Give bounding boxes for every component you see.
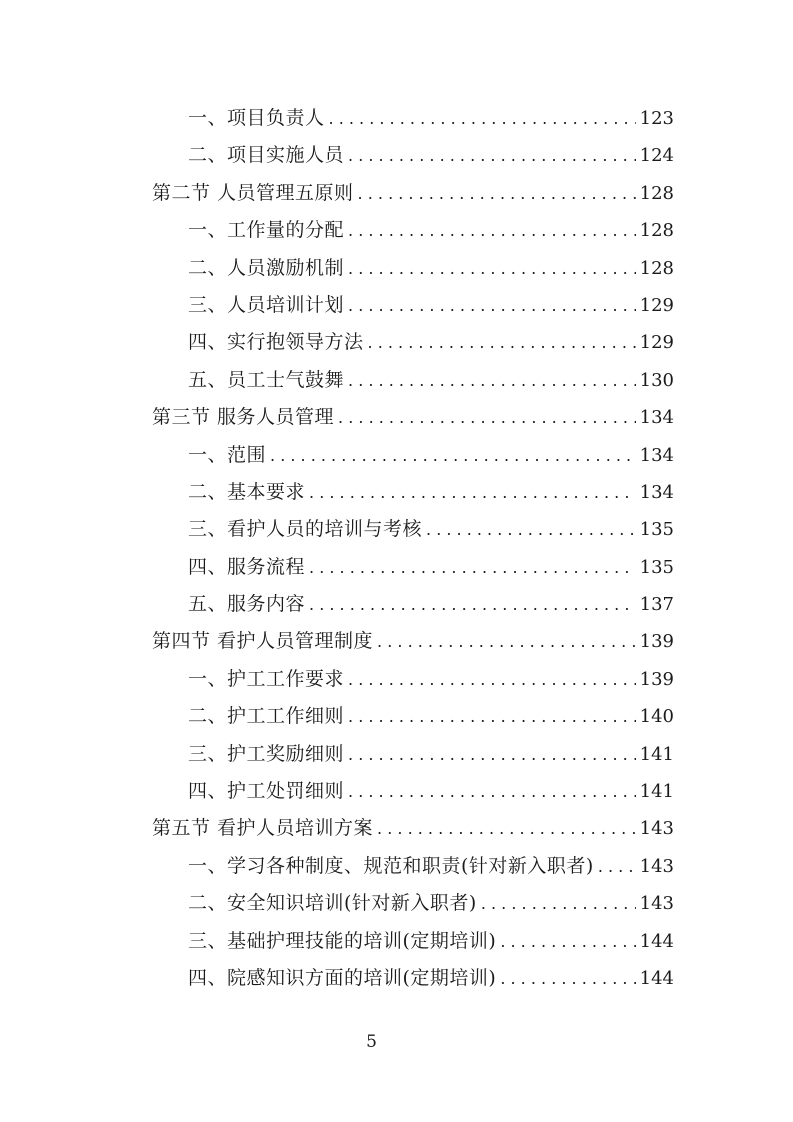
toc-entry-page: 128 (639, 220, 674, 242)
toc-subsection-entry[interactable] (152, 437, 674, 474)
toc-entry-page: 134 (639, 407, 674, 429)
toc-entry-title: 第三节 服务人员管理 (152, 406, 335, 429)
toc-entry-page: 137 (639, 594, 674, 616)
toc-entry-page: 143 (639, 818, 674, 840)
toc-entry-title: 二、人员激励机制 (188, 256, 345, 279)
toc-leader-dots (348, 362, 636, 399)
toc-entry-page: 135 (639, 556, 674, 578)
toc-entry-title: 四、护工处罚细则 (188, 780, 345, 803)
toc-leader-dots (348, 698, 636, 735)
toc-entry-title: 五、员工士气鼓舞 (188, 368, 345, 391)
toc-subsection-entry[interactable] (152, 923, 674, 960)
toc-leader-dots (348, 773, 636, 810)
toc-leader-dots (500, 923, 635, 960)
toc-entry-title: 二、项目实施人员 (188, 144, 345, 167)
toc-leader-dots (309, 549, 636, 586)
toc-entry-page: 134 (639, 444, 674, 466)
toc-leader-dots (426, 511, 636, 548)
toc-entry-page: 139 (639, 668, 674, 690)
toc-entry-page: 139 (639, 631, 674, 653)
toc-leader-dots (309, 586, 636, 623)
toc-entry-page: 144 (639, 930, 674, 952)
toc-entry-title: 二、基本要求 (188, 480, 306, 503)
toc-subsection-entry[interactable] (152, 511, 674, 548)
toc-subsection-entry[interactable] (152, 736, 674, 773)
page-number: 5 (366, 1032, 377, 1052)
toc-entry-title: 四、服务流程 (188, 555, 306, 578)
toc-subsection-entry[interactable] (152, 250, 674, 287)
toc-subsection-entry[interactable] (152, 773, 674, 810)
toc-entry-page: 129 (639, 294, 674, 316)
toc-leader-dots (368, 324, 636, 361)
toc-subsection-entry[interactable] (152, 549, 674, 586)
toc-leader-dots (481, 885, 636, 922)
toc-leader-dots (348, 250, 636, 287)
toc-section-entry[interactable] (152, 810, 674, 847)
toc-section-entry[interactable] (152, 175, 674, 212)
toc-entry-title: 第四节 看护人员管理制度 (152, 630, 374, 653)
toc-entry-title: 四、院感知识方面的培训(定期培训) (188, 966, 497, 989)
toc-subsection-entry[interactable] (152, 885, 674, 922)
toc-entry-title: 一、工作量的分配 (188, 219, 345, 242)
toc-subsection-entry[interactable] (152, 698, 674, 735)
toc-entry-page: 123 (639, 108, 674, 129)
toc-entry-title: 五、服务内容 (188, 593, 306, 616)
toc-entry-title: 三、人员培训计划 (188, 293, 345, 316)
toc-entry-page: 124 (639, 145, 674, 167)
toc-entry-title: 一、范围 (188, 443, 267, 466)
toc-leader-dots (348, 736, 636, 773)
toc-subsection-entry[interactable] (152, 324, 674, 361)
toc-entry-page: 141 (639, 743, 674, 765)
toc-section-entry[interactable] (152, 623, 674, 660)
toc-section-entry[interactable] (152, 399, 674, 436)
toc-entry-title: 一、护工工作要求 (188, 667, 345, 690)
toc-leader-dots (338, 399, 636, 436)
toc-leader-dots (348, 212, 636, 249)
toc-leader-dots (598, 848, 636, 885)
toc-leader-dots (348, 287, 636, 324)
toc-entry-title: 一、学习各种制度、规范和职责(针对新入职者) (188, 854, 594, 877)
toc-leader-dots (329, 100, 636, 137)
toc-entry-title: 第二节 人员管理五原则 (152, 181, 354, 204)
toc-subsection-entry[interactable] (152, 362, 674, 399)
toc-subsection-entry[interactable] (152, 474, 674, 511)
toc-entry-page: 134 (639, 481, 674, 503)
toc-entry-title: 三、看护人员的培训与考核 (188, 518, 423, 541)
toc-subsection-entry[interactable] (152, 287, 674, 324)
toc-entry-page: 143 (639, 855, 674, 877)
toc-entry-title: 三、护工奖励细则 (188, 742, 345, 765)
toc-entry-title: 二、安全知识培训(针对新入职者) (188, 892, 477, 915)
toc-entry-page: 143 (639, 893, 674, 915)
toc-leader-dots (309, 474, 636, 511)
toc-subsection-entry[interactable] (152, 212, 674, 249)
toc-entry-title: 三、基础护理技能的培训(定期培训) (188, 929, 497, 952)
toc-entry-page: 129 (639, 332, 674, 354)
toc-leader-dots (358, 175, 636, 212)
toc-entry-page: 128 (639, 257, 674, 279)
toc-subsection-entry[interactable] (152, 137, 674, 174)
toc-leader-dots (348, 137, 636, 174)
table-of-contents (152, 100, 674, 997)
toc-leader-dots (500, 960, 635, 997)
toc-subsection-entry[interactable] (152, 100, 674, 137)
toc-subsection-entry[interactable] (152, 960, 674, 997)
toc-subsection-entry[interactable] (152, 661, 674, 698)
toc-entry-title: 一、项目负责人 (188, 107, 325, 129)
toc-entry-page: 144 (639, 967, 674, 989)
toc-entry-title: 二、护工工作细则 (188, 705, 345, 728)
toc-leader-dots (348, 661, 636, 698)
toc-leader-dots (270, 437, 636, 474)
toc-entry-title: 第五节 看护人员培训方案 (152, 817, 374, 840)
toc-leader-dots (377, 623, 636, 660)
toc-entry-page: 128 (639, 182, 674, 204)
toc-leader-dots (377, 810, 636, 847)
toc-subsection-entry[interactable] (152, 848, 674, 885)
toc-entry-title: 四、实行抱领导方法 (188, 331, 364, 354)
toc-subsection-entry[interactable] (152, 586, 674, 623)
toc-entry-page: 141 (639, 781, 674, 803)
toc-entry-page: 140 (639, 706, 674, 728)
toc-entry-page: 130 (639, 369, 674, 391)
toc-entry-page: 135 (639, 519, 674, 541)
